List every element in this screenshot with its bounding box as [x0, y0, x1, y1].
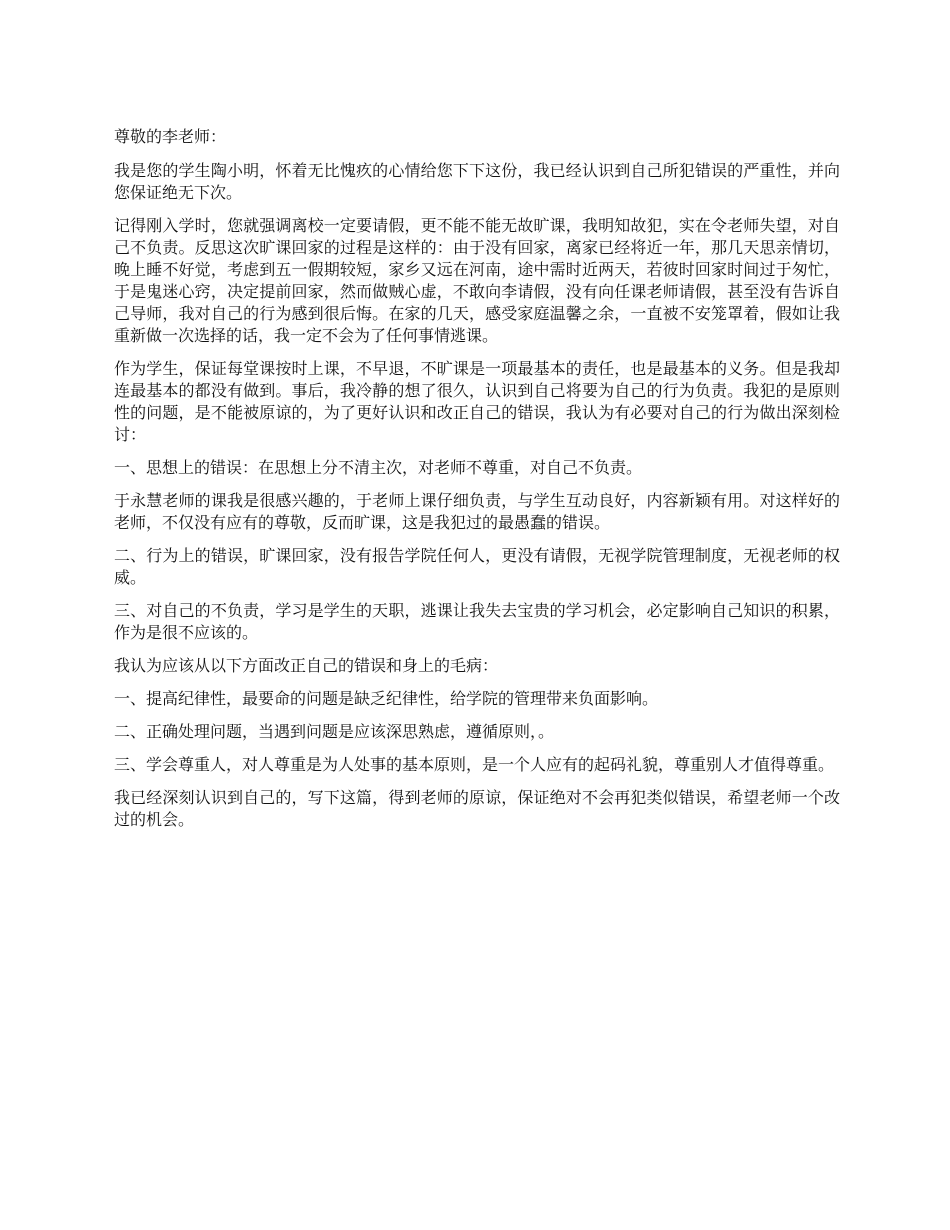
paragraph-closing: 我已经深刻认识到自己的，写下这篇，得到老师的原谅，保证绝对不会再犯类似错误，希望老师一个改过的机会。: [114, 788, 840, 829]
paragraph-background: 记得刚入学时，您就强调离校一定要请假，更不能不能无故旷课，我明知故犯，实在令老师失望，对自己不负责。反思这次旷课回家的过程是这样的：由于没有回家，离家已经将近一年，那几天思亲情切，晚上睡不好觉，考虑到五一假期较短，家乡又远在河南，途中需时近两天，若彼时回家时间过于匆忙，于是鬼迷心窍，决定提前回家，然而做贼心虚，不敢向李请假，没有向任课老师请假，甚至没有告诉自己导师，我对自己的行为感到很后悔。在家的几天，感受家庭温馨之余，一直被不安笼罩着，假如让我重新做一次选择的话，我一定不会为了任何事情逃课。: [114, 216, 840, 345]
document-body: [114, 126, 840, 842]
paragraph-improvement-respect: 三、学会尊重人，对人尊重是为人处事的基本原则，是一个人应有的起码礼貌，尊重别人才值得尊重。: [114, 755, 835, 774]
salutation: 尊敬的李老师：: [114, 127, 227, 146]
paragraph-point-thought-error: 一、思想上的错误：在思想上分不清主次，对老师不尊重，对自己不负责。: [114, 458, 643, 477]
paragraph-responsibility: 作为学生，保证每堂课按时上课，不早退，不旷课是一项最基本的责任，也是最基本的义务。但是我却连最基本的都没有做到。事后，我冷静的想了很久，认识到自己将要为自己的行为负责。我犯的是原则性的问题，是不能被原谅的，为了更好认识和改正自己的错误，我认为有必要对自己的行为做出深刻检讨：: [114, 359, 840, 444]
paragraph-improvement-intro: 我认为应该从以下方面改正自己的错误和身上的毛病：: [114, 656, 499, 675]
paragraph-improvement-problem-handling: 二、正确处理问题，当遇到问题是应该深思熟虑，遵循原则，。: [114, 722, 555, 741]
paragraph-intro: 我是您的学生陶小明，怀着无比愧疚的心情给您下下这份，我已经认识到自己所犯错误的严重性，并向您保证绝无下次。: [114, 161, 840, 202]
paragraph-point-self-irresponsibility: 三、对自己的不负责，学习是学生的天职，逃课让我失去宝贵的学习机会，必定影响自己知识的积累，作为是很不应该的。: [114, 601, 840, 642]
paragraph-teacher-course: 于永慧老师的课我是很感兴趣的，于老师上课仔细负责，与学生互动良好，内容新颖有用。对这样好的老师，不仅没有应有的尊敬，反而旷课，这是我犯过的最愚蠢的错误。: [114, 491, 840, 532]
paragraph-point-behavior-error: 二、行为上的错误，旷课回家，没有报告学院任何人，更没有请假，无视学院管理制度，无视老师的权威。: [114, 546, 840, 587]
paragraph-improvement-discipline: 一、提高纪律性，最要命的问题是缺乏纪律性，给学院的管理带来负面影响。: [114, 689, 659, 708]
